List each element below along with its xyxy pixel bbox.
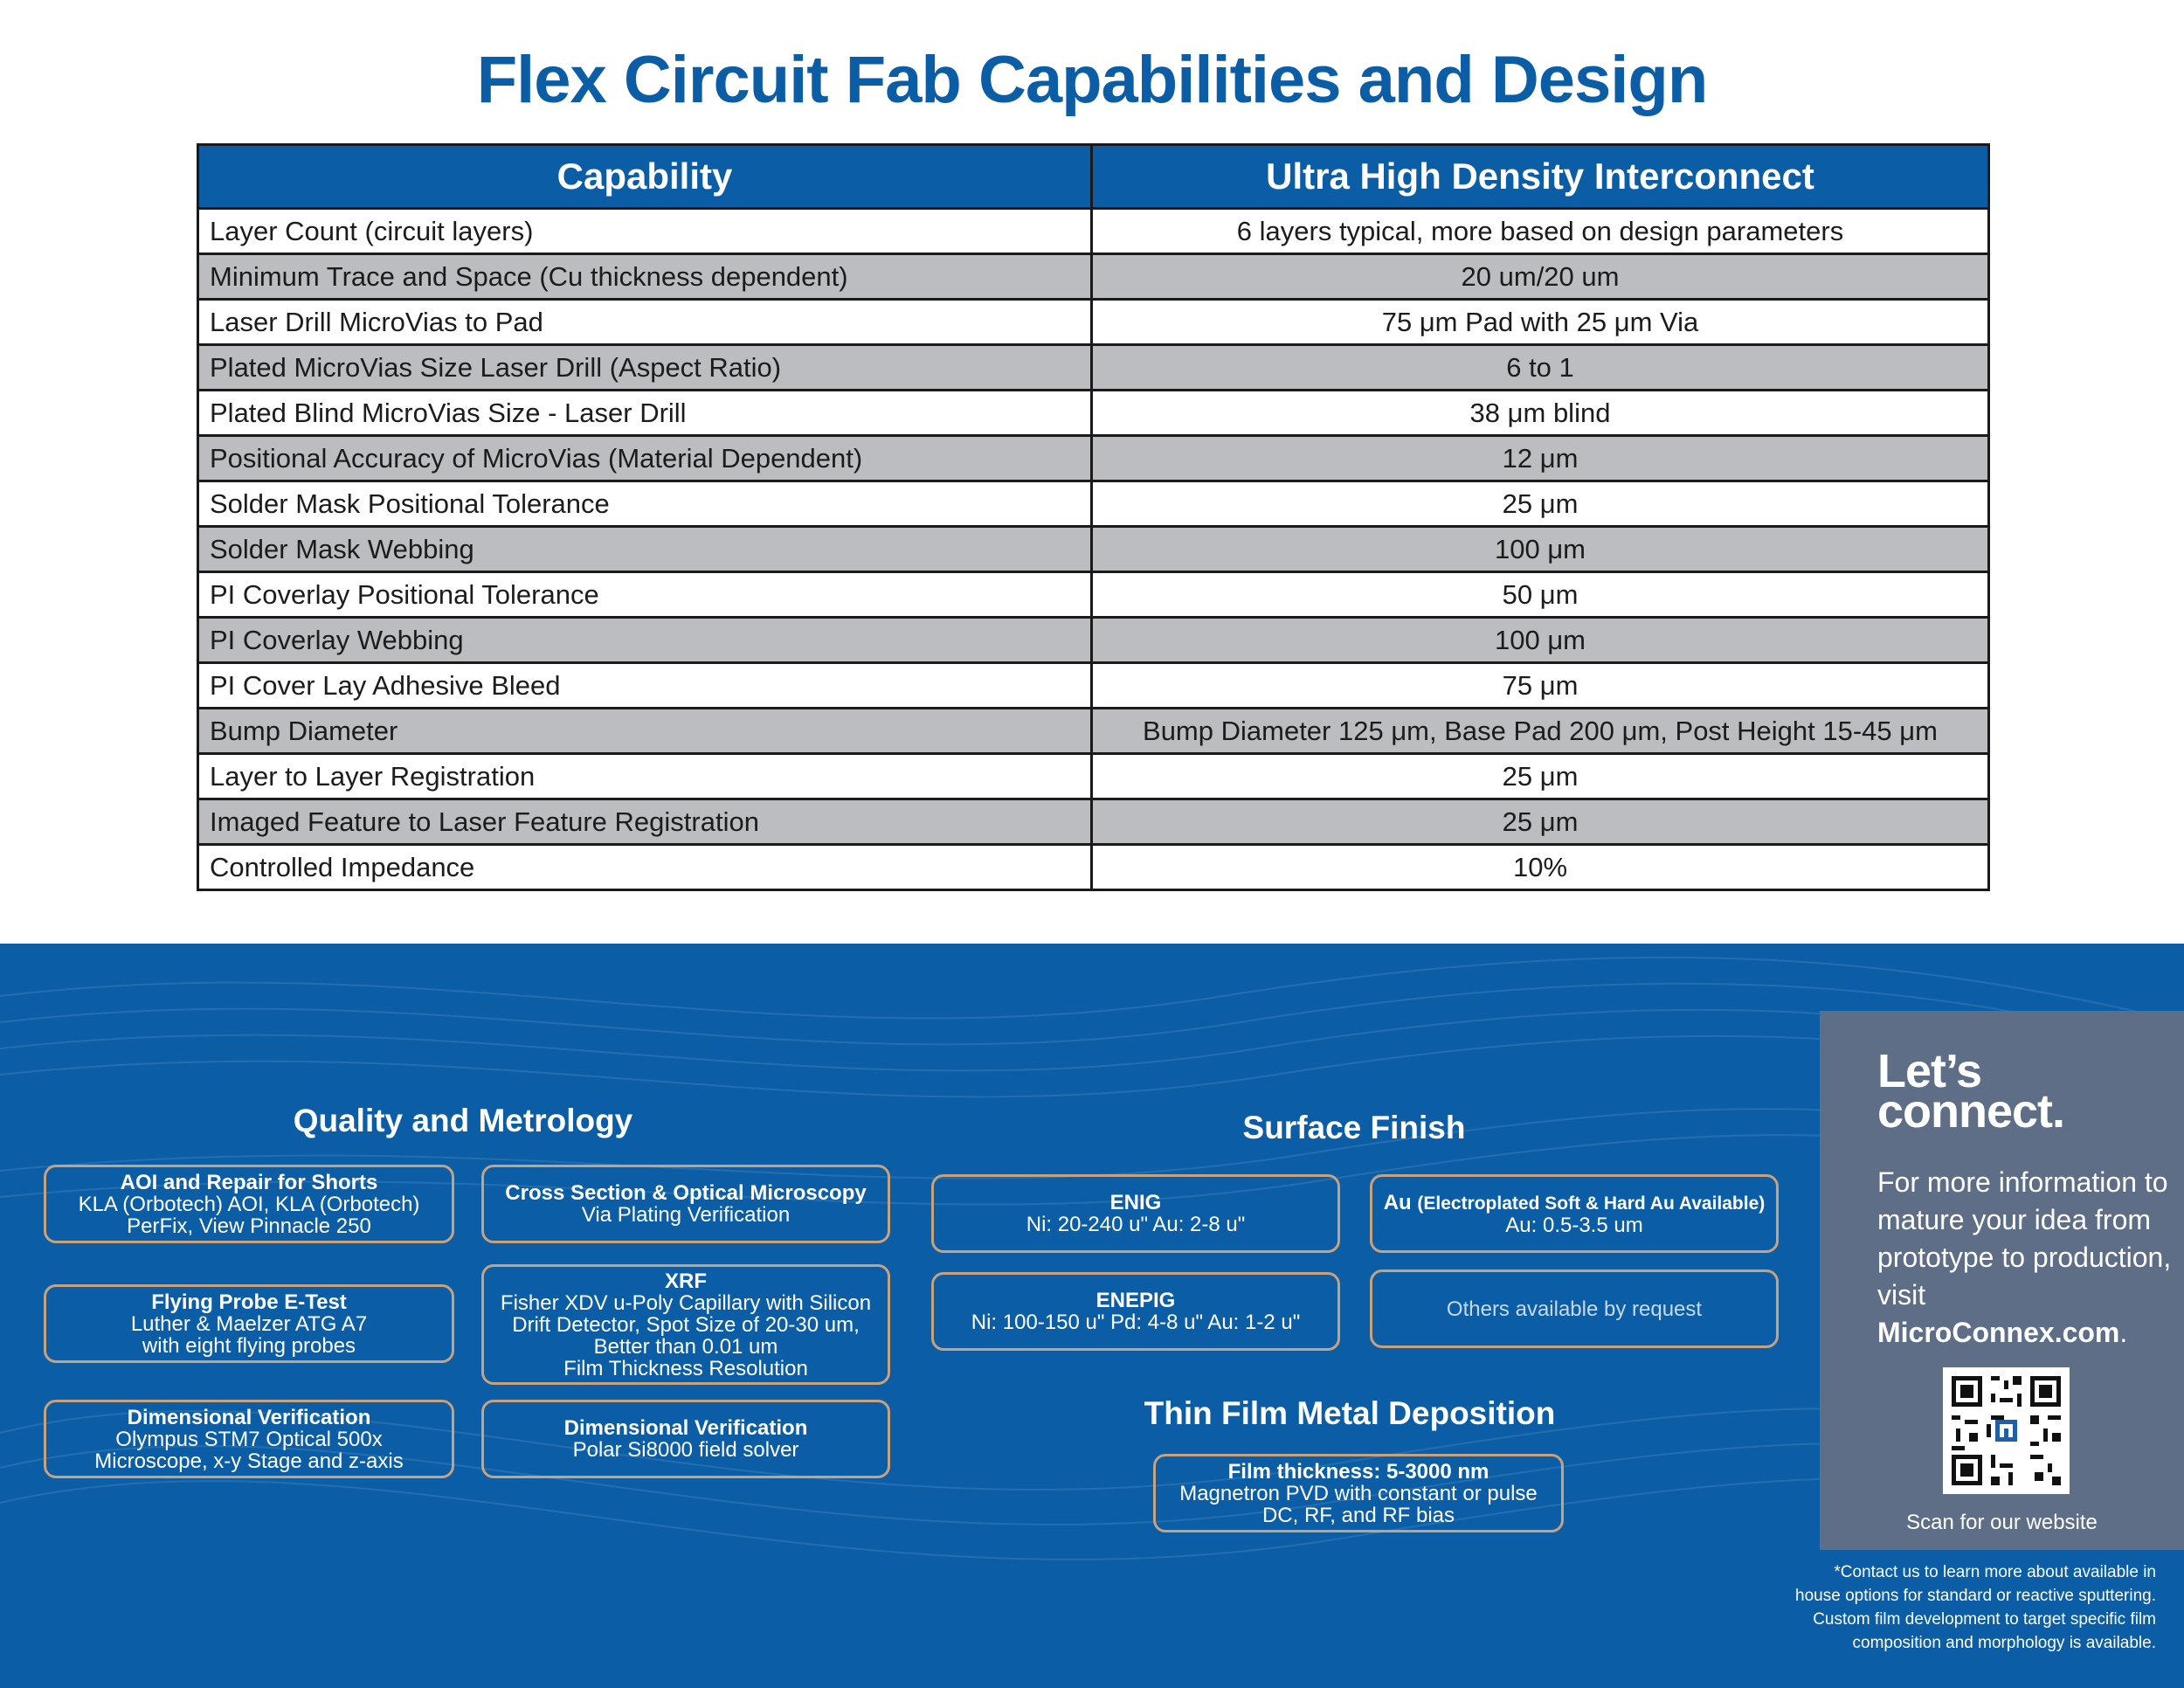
capability-cell: Plated MicroVias Size Laser Drill (Aspect Ratio): [198, 345, 1092, 391]
value-cell: 100 μm: [1092, 527, 1989, 572]
table-row: [198, 709, 1989, 754]
table-row: [198, 481, 1989, 527]
capability-cell: Positional Accuracy of MicroVias (Material Dependent): [198, 436, 1092, 481]
column-header-uhdi: Ultra High Density Interconnect: [1092, 145, 1989, 209]
capability-cell: PI Coverlay Webbing: [198, 618, 1092, 663]
box-line: Polar Si8000 field solver: [572, 1438, 799, 1462]
value-cell: 38 μm blind: [1092, 391, 1989, 436]
table-row: [198, 845, 1989, 890]
capability-cell: Solder Mask Webbing: [198, 527, 1092, 572]
table-row: [198, 754, 1989, 799]
capability-cell: Laser Drill MicroVias to Pad: [198, 300, 1092, 345]
capability-cell: Plated Blind MicroVias Size - Laser Drill: [198, 391, 1092, 436]
box-title: Cross Section & Optical Microscopy: [505, 1181, 867, 1205]
lets-connect-heading: [1877, 1045, 2065, 1138]
footnote: *Contact us to learn more about available in house options for standard or reactive sputtering. Custom film development to target specific film composition and morphology is available.: [1795, 1563, 2156, 1652]
capabilities-table: [197, 143, 1990, 891]
box-line: Others available by request: [1446, 1297, 1703, 1321]
value-cell: 6 to 1: [1092, 345, 1989, 391]
value-cell: 75 μm: [1092, 663, 1989, 709]
quality-box-xrf: [481, 1264, 890, 1385]
box-line: Au: 0.5-3.5 um: [1505, 1213, 1643, 1237]
box-title: Dimensional Verification: [127, 1405, 371, 1429]
value-cell: 75 μm Pad with 25 μm Via: [1092, 300, 1989, 345]
table-header-row: [198, 145, 1989, 209]
quality-box-dimensional-polar: [481, 1400, 890, 1478]
box-title: Dimensional Verification: [563, 1416, 808, 1440]
box-title: ENIG: [1109, 1191, 1162, 1214]
value-cell: 25 μm: [1092, 754, 1989, 799]
connect-line: connect.: [1877, 1085, 2065, 1138]
box-line: Luther & Maelzer ATG A7: [130, 1311, 368, 1336]
capability-cell: Minimum Trace and Space (Cu thickness dependent): [198, 254, 1092, 300]
table-row: [198, 663, 1989, 709]
capability-cell: Layer to Layer Registration: [198, 754, 1092, 799]
box-line: Film Thickness Resolution: [563, 1356, 808, 1380]
value-cell: 25 μm: [1092, 799, 1989, 845]
table-row: [198, 527, 1989, 572]
page-title: Flex Circuit Fab Capabilities and Design: [476, 43, 1708, 117]
surface-box-au: [1370, 1174, 1779, 1253]
quality-box-aoi: [44, 1165, 454, 1243]
box-line: PerFix, View Pinnacle 250: [127, 1214, 371, 1238]
box-line: Olympus STM7 Optical 500x: [115, 1427, 383, 1451]
thin-film-box: [1153, 1454, 1564, 1532]
capability-cell: PI Cover Lay Adhesive Bleed: [198, 663, 1092, 709]
thin-film-heading: Thin Film Metal Deposition: [1144, 1395, 1556, 1431]
value-cell: 50 μm: [1092, 572, 1989, 618]
table-row: [198, 209, 1989, 254]
value-cell: 20 um/20 um: [1092, 254, 1989, 300]
surface-finish-heading: Surface Finish: [1242, 1110, 1466, 1145]
box-line: Ni: 20-240 u" Au: 2-8 u": [1026, 1213, 1246, 1236]
box-title: Flying Probe E-Test: [151, 1290, 347, 1314]
value-cell: 6 layers typical, more based on design parameters: [1092, 209, 1989, 254]
table-row: [198, 618, 1989, 663]
surface-box-enig: [931, 1174, 1340, 1253]
table-row: [198, 391, 1989, 436]
info-text: For more information to mature your idea from prototype to production, visit: [1877, 1166, 2172, 1311]
box-line: DC, RF, and RF bias: [1261, 1503, 1455, 1527]
box-line: KLA (Orbotech) AOI, KLA (Orbotech): [78, 1192, 420, 1216]
box-title: Au: [1383, 1190, 1412, 1214]
value-cell: 10%: [1092, 845, 1989, 890]
value-cell: 12 μm: [1092, 436, 1989, 481]
lets-line: Let’s: [1877, 1045, 1982, 1097]
capability-cell: Controlled Impedance: [198, 845, 1092, 890]
box-title: AOI and Repair for Shorts: [120, 1170, 378, 1194]
website-link[interactable]: MicroConnex.com: [1877, 1317, 2120, 1348]
box-line: Drift Detector, Spot Size of 20-30 um,: [512, 1312, 860, 1337]
value-cell: 25 μm: [1092, 481, 1989, 527]
table-row: [198, 254, 1989, 300]
table-row: [198, 300, 1989, 345]
surface-box-enepig: [931, 1272, 1340, 1351]
capability-cell: Imaged Feature to Laser Feature Registration: [198, 799, 1092, 845]
box-line: Better than 0.01 um: [593, 1334, 778, 1359]
value-cell: Bump Diameter 125 μm, Base Pad 200 μm, Post Height 15-45 μm: [1092, 709, 1989, 754]
quality-box-dimensional-optical: [44, 1400, 454, 1478]
box-line: Fisher XDV u-Poly Capillary with Silicon: [500, 1290, 872, 1315]
surface-box-others: [1370, 1269, 1779, 1348]
more-info-text: For more information to mature your idea from prototype to production, visit MicroConnex.com.: [1877, 1166, 2172, 1348]
capability-cell: PI Coverlay Positional Tolerance: [198, 572, 1092, 618]
box-line: Microscope, x-y Stage and z-axis: [94, 1449, 404, 1473]
value-cell: 100 μm: [1092, 618, 1989, 663]
box-line: Magnetron PVD with constant or pulse: [1179, 1481, 1538, 1505]
lets-connect-panel: [1820, 1011, 2184, 1550]
box-title: Film thickness: 5-3000 nm: [1227, 1459, 1489, 1484]
quality-heading: Quality and Metrology: [293, 1103, 633, 1138]
qr-code-icon[interactable]: [1943, 1367, 2070, 1494]
box-line: Ni: 100-150 u" Pd: 4-8 u" Au: 1-2 u": [971, 1311, 1301, 1334]
quality-box-cross-section: [481, 1165, 890, 1243]
capability-cell: Bump Diameter: [198, 709, 1092, 754]
table-row: [198, 436, 1989, 481]
box-title: XRF: [665, 1269, 707, 1293]
table-row: [198, 799, 1989, 845]
box-title: ENEPIG: [1095, 1289, 1176, 1312]
column-header-capability: Capability: [198, 145, 1092, 209]
quality-box-flying-probe: [44, 1284, 454, 1363]
box-line: Via Plating Verification: [581, 1203, 791, 1227]
scan-caption: Scan for our website: [1906, 1511, 2098, 1534]
table-row: [198, 345, 1989, 391]
capability-cell: Layer Count (circuit layers): [198, 209, 1092, 254]
table-row: [198, 572, 1989, 618]
capability-cell: Solder Mask Positional Tolerance: [198, 481, 1092, 527]
box-line: with eight flying probes: [142, 1333, 356, 1358]
box-title-note: (Electroplated Soft & Hard Au Available): [1417, 1193, 1766, 1214]
